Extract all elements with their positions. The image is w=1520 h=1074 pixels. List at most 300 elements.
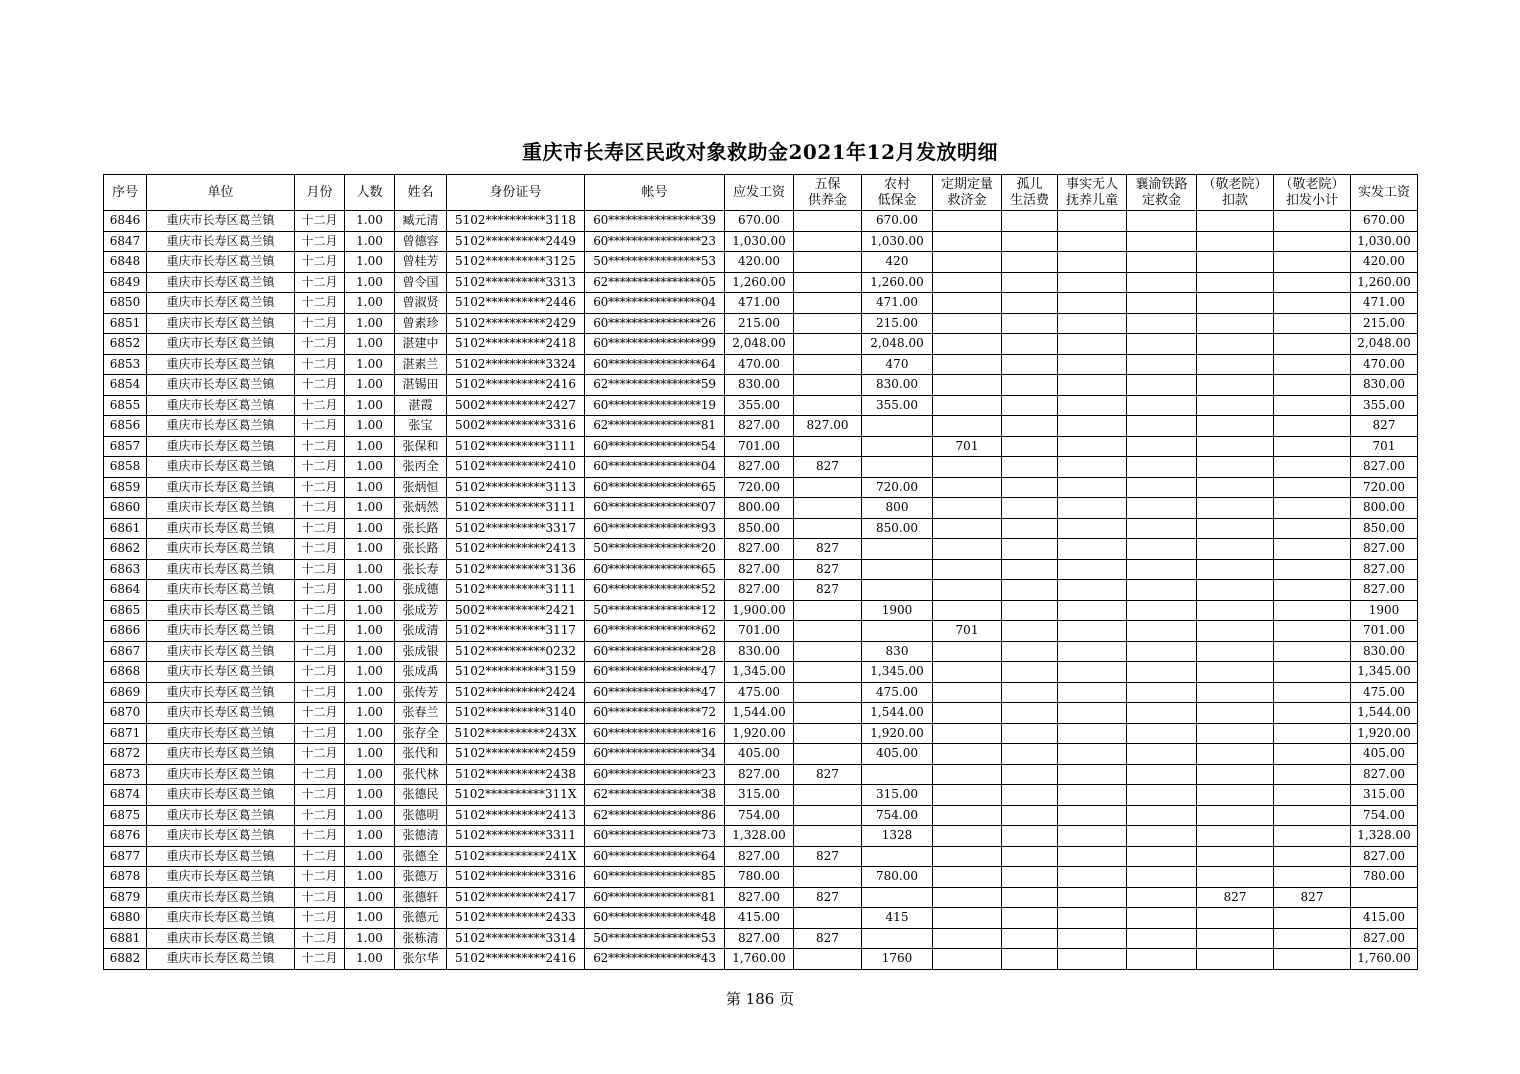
rural-dibao-cell: [862, 621, 933, 642]
xiangyu-cell: [1127, 682, 1197, 703]
orphan-cell: [1002, 744, 1058, 765]
table-row: [104, 436, 1418, 457]
month-cell: 十二月: [295, 395, 345, 416]
nursing-subtotal-cell: [1274, 252, 1351, 273]
xiangyu-cell: [1127, 867, 1197, 888]
unsupported-child-cell: [1058, 395, 1127, 416]
table-row: [104, 867, 1418, 888]
actual-pay-cell: 670.00: [1351, 211, 1418, 232]
dingqi-cell: [933, 744, 1002, 765]
id-number-cell: 5102**********3117: [447, 621, 585, 642]
xiangyu-cell: [1127, 949, 1197, 970]
seq-cell: 6879: [104, 887, 147, 908]
id-number-cell: 5102**********2433: [447, 908, 585, 929]
month-cell: 十二月: [295, 641, 345, 662]
orphan-cell: [1002, 928, 1058, 949]
orphan-cell: [1002, 313, 1058, 334]
orphan-cell: [1002, 211, 1058, 232]
wubao-cell: [794, 867, 862, 888]
id-number-cell: 5102**********2438: [447, 764, 585, 785]
wubao-cell: [794, 723, 862, 744]
seq-cell: 6877: [104, 846, 147, 867]
actual-pay-cell: 1,260.00: [1351, 272, 1418, 293]
count-cell: 1.00: [345, 682, 395, 703]
rural-dibao-cell: 1,544.00: [862, 703, 933, 724]
month-cell: 十二月: [295, 293, 345, 314]
wubao-cell: 827: [794, 457, 862, 478]
table-row: [104, 354, 1418, 375]
orphan-cell: [1002, 887, 1058, 908]
table-row: [104, 764, 1418, 785]
account-cell: 60****************23: [585, 231, 725, 252]
id-number-cell: 5102**********2446: [447, 293, 585, 314]
nursing-deduction-cell: [1197, 826, 1274, 847]
account-cell: 60****************23: [585, 764, 725, 785]
rural-dibao-cell: 315.00: [862, 785, 933, 806]
dingqi-cell: [933, 559, 1002, 580]
rural-dibao-cell: 355.00: [862, 395, 933, 416]
nursing-subtotal-cell: [1274, 539, 1351, 560]
orphan-cell: [1002, 662, 1058, 683]
table-row: [104, 744, 1418, 765]
rural-dibao-cell: 830: [862, 641, 933, 662]
table-row: [104, 395, 1418, 416]
payable-cell: 1,544.00: [725, 703, 794, 724]
nursing-deduction-cell: [1197, 846, 1274, 867]
month-cell: 十二月: [295, 375, 345, 396]
month-cell: 十二月: [295, 252, 345, 273]
payable-cell: 1,900.00: [725, 600, 794, 621]
actual-pay-cell: 780.00: [1351, 867, 1418, 888]
unsupported-child-cell: [1058, 375, 1127, 396]
unit-cell: 重庆市长寿区葛兰镇: [147, 416, 295, 437]
count-cell: 1.00: [345, 334, 395, 355]
table-row: [104, 252, 1418, 273]
table-row: [104, 313, 1418, 334]
dingqi-cell: [933, 498, 1002, 519]
orphan-cell: [1002, 621, 1058, 642]
account-cell: 62****************81: [585, 416, 725, 437]
wubao-cell: [794, 231, 862, 252]
unsupported-child-cell: [1058, 703, 1127, 724]
xiangyu-cell: [1127, 744, 1197, 765]
seq-cell: 6847: [104, 231, 147, 252]
account-cell: 60****************65: [585, 559, 725, 580]
month-cell: 十二月: [295, 621, 345, 642]
seq-cell: 6855: [104, 395, 147, 416]
table-row: [104, 457, 1418, 478]
table-row: [104, 805, 1418, 826]
wubao-cell: [794, 949, 862, 970]
month-cell: 十二月: [295, 416, 345, 437]
orphan-cell: [1002, 436, 1058, 457]
nursing-deduction-cell: [1197, 231, 1274, 252]
name-cell: 湛建中: [395, 334, 447, 355]
unit-cell: 重庆市长寿区葛兰镇: [147, 949, 295, 970]
nursing-deduction-cell: [1197, 518, 1274, 539]
unit-cell: 重庆市长寿区葛兰镇: [147, 641, 295, 662]
wubao-cell: [794, 600, 862, 621]
table-row: [104, 539, 1418, 560]
payable-cell: 754.00: [725, 805, 794, 826]
dingqi-cell: [933, 703, 1002, 724]
unit-cell: 重庆市长寿区葛兰镇: [147, 703, 295, 724]
account-cell: 60****************99: [585, 334, 725, 355]
wubao-cell: 827: [794, 764, 862, 785]
nursing-deduction-cell: [1197, 600, 1274, 621]
id-number-cell: 5102**********3111: [447, 580, 585, 601]
name-cell: 曾德容: [395, 231, 447, 252]
payable-cell: 475.00: [725, 682, 794, 703]
name-cell: 湛霞: [395, 395, 447, 416]
id-number-cell: 5102**********2424: [447, 682, 585, 703]
dingqi-cell: 701: [933, 436, 1002, 457]
seq-cell: 6875: [104, 805, 147, 826]
month-cell: 十二月: [295, 334, 345, 355]
seq-cell: 6849: [104, 272, 147, 293]
id-number-cell: 5102**********2416: [447, 375, 585, 396]
unit-cell: 重庆市长寿区葛兰镇: [147, 313, 295, 334]
nursing-deduction-cell: [1197, 539, 1274, 560]
name-cell: 曾桂芳: [395, 252, 447, 273]
rural-dibao-cell: 1,030.00: [862, 231, 933, 252]
xiangyu-cell: [1127, 211, 1197, 232]
id-number-cell: 5102**********3159: [447, 662, 585, 683]
table-row: [104, 518, 1418, 539]
unsupported-child-cell: [1058, 723, 1127, 744]
payable-cell: 701.00: [725, 621, 794, 642]
name-cell: 张炳恒: [395, 477, 447, 498]
dingqi-cell: [933, 908, 1002, 929]
table-row: [104, 662, 1418, 683]
rural-dibao-cell: [862, 928, 933, 949]
id-number-cell: 5102**********3140: [447, 703, 585, 724]
nursing-subtotal-cell: [1274, 354, 1351, 375]
actual-pay-cell: 1,345.00: [1351, 662, 1418, 683]
wubao-cell: [794, 662, 862, 683]
dingqi-cell: [933, 211, 1002, 232]
wubao-cell: [794, 682, 862, 703]
nursing-subtotal-cell: [1274, 477, 1351, 498]
count-cell: 1.00: [345, 867, 395, 888]
wubao-cell: [794, 744, 862, 765]
month-cell: 十二月: [295, 928, 345, 949]
unsupported-child-cell: [1058, 539, 1127, 560]
name-cell: 湛锡田: [395, 375, 447, 396]
dingqi-cell: [933, 539, 1002, 560]
table-row: [104, 559, 1418, 580]
account-cell: 60****************19: [585, 395, 725, 416]
col-account-header: 帐号: [585, 175, 725, 211]
rural-dibao-cell: 780.00: [862, 867, 933, 888]
id-number-cell: 5102**********243X: [447, 723, 585, 744]
actual-pay-cell: 701.00: [1351, 621, 1418, 642]
col-unit-header: 单位: [147, 175, 295, 211]
wubao-cell: 827: [794, 559, 862, 580]
count-cell: 1.00: [345, 641, 395, 662]
table-row: [104, 293, 1418, 314]
table-body: [104, 211, 1418, 970]
rural-dibao-cell: 1328: [862, 826, 933, 847]
nursing-subtotal-cell: [1274, 375, 1351, 396]
account-cell: 60****************26: [585, 313, 725, 334]
rural-dibao-cell: 754.00: [862, 805, 933, 826]
month-cell: 十二月: [295, 867, 345, 888]
orphan-cell: [1002, 867, 1058, 888]
count-cell: 1.00: [345, 231, 395, 252]
nursing-deduction-cell: [1197, 272, 1274, 293]
nursing-subtotal-cell: [1274, 621, 1351, 642]
nursing-subtotal-cell: [1274, 395, 1351, 416]
unsupported-child-cell: [1058, 867, 1127, 888]
xiangyu-cell: [1127, 477, 1197, 498]
rural-dibao-cell: [862, 457, 933, 478]
wubao-cell: [794, 785, 862, 806]
xiangyu-cell: [1127, 580, 1197, 601]
unsupported-child-cell: [1058, 293, 1127, 314]
table-row: [104, 600, 1418, 621]
name-cell: 张德万: [395, 867, 447, 888]
payable-cell: 1,260.00: [725, 272, 794, 293]
orphan-cell: [1002, 375, 1058, 396]
actual-pay-cell: [1351, 887, 1418, 908]
name-cell: 湛素兰: [395, 354, 447, 375]
month-cell: 十二月: [295, 703, 345, 724]
name-cell: 曾令国: [395, 272, 447, 293]
payable-cell: 827.00: [725, 764, 794, 785]
name-cell: 曾淑贤: [395, 293, 447, 314]
col-dingqi-header: 定期定量 救济金: [933, 175, 1002, 211]
nursing-deduction-cell: 827: [1197, 887, 1274, 908]
orphan-cell: [1002, 764, 1058, 785]
account-cell: 62****************38: [585, 785, 725, 806]
count-cell: 1.00: [345, 928, 395, 949]
table-row: [104, 846, 1418, 867]
unit-cell: 重庆市长寿区葛兰镇: [147, 805, 295, 826]
dingqi-cell: [933, 313, 1002, 334]
payable-cell: 827.00: [725, 457, 794, 478]
orphan-cell: [1002, 846, 1058, 867]
orphan-cell: [1002, 416, 1058, 437]
actual-pay-cell: 754.00: [1351, 805, 1418, 826]
table-row: [104, 375, 1418, 396]
unsupported-child-cell: [1058, 846, 1127, 867]
name-cell: 张成清: [395, 621, 447, 642]
page-number: 第 186 页: [725, 990, 795, 1008]
rural-dibao-cell: [862, 846, 933, 867]
nursing-deduction-cell: [1197, 334, 1274, 355]
wubao-cell: 827: [794, 580, 862, 601]
unsupported-child-cell: [1058, 334, 1127, 355]
nursing-deduction-cell: [1197, 928, 1274, 949]
nursing-deduction-cell: [1197, 682, 1274, 703]
payable-cell: 720.00: [725, 477, 794, 498]
seq-cell: 6864: [104, 580, 147, 601]
xiangyu-cell: [1127, 272, 1197, 293]
nursing-deduction-cell: [1197, 498, 1274, 519]
rural-dibao-cell: 850.00: [862, 518, 933, 539]
rural-dibao-cell: 720.00: [862, 477, 933, 498]
id-number-cell: 5102**********3313: [447, 272, 585, 293]
wubao-cell: [794, 703, 862, 724]
dingqi-cell: [933, 949, 1002, 970]
count-cell: 1.00: [345, 826, 395, 847]
rural-dibao-cell: [862, 887, 933, 908]
count-cell: 1.00: [345, 375, 395, 396]
month-cell: 十二月: [295, 354, 345, 375]
seq-cell: 6873: [104, 764, 147, 785]
rural-dibao-cell: 800: [862, 498, 933, 519]
wubao-cell: 827: [794, 928, 862, 949]
actual-pay-cell: 1,920.00: [1351, 723, 1418, 744]
actual-pay-cell: 827.00: [1351, 539, 1418, 560]
table-row: [104, 498, 1418, 519]
xiangyu-cell: [1127, 354, 1197, 375]
unsupported-child-cell: [1058, 949, 1127, 970]
xiangyu-cell: [1127, 846, 1197, 867]
col-month-header: 月份: [295, 175, 345, 211]
id-number-cell: 5102**********3113: [447, 477, 585, 498]
name-cell: 张德明: [395, 805, 447, 826]
rural-dibao-cell: [862, 580, 933, 601]
wubao-cell: [794, 211, 862, 232]
payable-cell: 827.00: [725, 416, 794, 437]
dingqi-cell: [933, 416, 1002, 437]
nursing-subtotal-cell: [1274, 518, 1351, 539]
wubao-cell: [794, 908, 862, 929]
count-cell: 1.00: [345, 703, 395, 724]
table-row: [104, 949, 1418, 970]
unsupported-child-cell: [1058, 600, 1127, 621]
xiangyu-cell: [1127, 908, 1197, 929]
month-cell: 十二月: [295, 580, 345, 601]
payable-cell: 827.00: [725, 887, 794, 908]
seq-cell: 6856: [104, 416, 147, 437]
unit-cell: 重庆市长寿区葛兰镇: [147, 928, 295, 949]
payable-cell: 670.00: [725, 211, 794, 232]
xiangyu-cell: [1127, 416, 1197, 437]
count-cell: 1.00: [345, 887, 395, 908]
dingqi-cell: [933, 805, 1002, 826]
unsupported-child-cell: [1058, 416, 1127, 437]
col-actual-pay-header: 实发工资: [1351, 175, 1418, 211]
unit-cell: 重庆市长寿区葛兰镇: [147, 867, 295, 888]
account-cell: 60****************81: [585, 887, 725, 908]
count-cell: 1.00: [345, 662, 395, 683]
payable-cell: 355.00: [725, 395, 794, 416]
xiangyu-cell: [1127, 887, 1197, 908]
xiangyu-cell: [1127, 723, 1197, 744]
count-cell: 1.00: [345, 354, 395, 375]
count-cell: 1.00: [345, 252, 395, 273]
nursing-subtotal-cell: [1274, 580, 1351, 601]
month-cell: 十二月: [295, 826, 345, 847]
table-row: [104, 211, 1418, 232]
dingqi-cell: [933, 846, 1002, 867]
month-cell: 十二月: [295, 764, 345, 785]
id-number-cell: 5102**********2449: [447, 231, 585, 252]
nursing-deduction-cell: [1197, 744, 1274, 765]
payable-cell: 830.00: [725, 641, 794, 662]
nursing-subtotal-cell: [1274, 498, 1351, 519]
wubao-cell: [794, 313, 862, 334]
xiangyu-cell: [1127, 436, 1197, 457]
rural-dibao-cell: 670.00: [862, 211, 933, 232]
account-cell: 60****************52: [585, 580, 725, 601]
orphan-cell: [1002, 682, 1058, 703]
payable-cell: 701.00: [725, 436, 794, 457]
month-cell: 十二月: [295, 949, 345, 970]
table-row: [104, 887, 1418, 908]
unsupported-child-cell: [1058, 887, 1127, 908]
payable-cell: 2,048.00: [725, 334, 794, 355]
xiangyu-cell: [1127, 662, 1197, 683]
table-header-row: [104, 175, 1418, 211]
actual-pay-cell: 827.00: [1351, 559, 1418, 580]
col-id-number-header: 身份证号: [447, 175, 585, 211]
seq-cell: 6872: [104, 744, 147, 765]
seq-cell: 6863: [104, 559, 147, 580]
account-cell: 62****************59: [585, 375, 725, 396]
actual-pay-cell: 720.00: [1351, 477, 1418, 498]
orphan-cell: [1002, 272, 1058, 293]
table-row: [104, 477, 1418, 498]
account-cell: 60****************16: [585, 723, 725, 744]
unsupported-child-cell: [1058, 662, 1127, 683]
payable-cell: 420.00: [725, 252, 794, 273]
wubao-cell: 827: [794, 539, 862, 560]
orphan-cell: [1002, 908, 1058, 929]
xiangyu-cell: [1127, 826, 1197, 847]
table-row: [104, 723, 1418, 744]
nursing-subtotal-cell: [1274, 293, 1351, 314]
unit-cell: 重庆市长寿区葛兰镇: [147, 600, 295, 621]
nursing-subtotal-cell: [1274, 416, 1351, 437]
xiangyu-cell: [1127, 641, 1197, 662]
count-cell: 1.00: [345, 518, 395, 539]
payable-cell: 827.00: [725, 559, 794, 580]
name-cell: 张德清: [395, 826, 447, 847]
dingqi-cell: [933, 375, 1002, 396]
orphan-cell: [1002, 457, 1058, 478]
seq-cell: 6871: [104, 723, 147, 744]
nursing-subtotal-cell: [1274, 436, 1351, 457]
unsupported-child-cell: [1058, 436, 1127, 457]
id-number-cell: 5102**********241X: [447, 846, 585, 867]
count-cell: 1.00: [345, 908, 395, 929]
seq-cell: 6852: [104, 334, 147, 355]
count-cell: 1.00: [345, 416, 395, 437]
rural-dibao-cell: 1760: [862, 949, 933, 970]
seq-cell: 6874: [104, 785, 147, 806]
count-cell: 1.00: [345, 539, 395, 560]
xiangyu-cell: [1127, 252, 1197, 273]
table-row: [104, 682, 1418, 703]
nursing-deduction-cell: [1197, 436, 1274, 457]
account-cell: 62****************43: [585, 949, 725, 970]
unit-cell: 重庆市长寿区葛兰镇: [147, 211, 295, 232]
id-number-cell: 5102**********2410: [447, 457, 585, 478]
id-number-cell: 5102**********3324: [447, 354, 585, 375]
nursing-subtotal-cell: [1274, 600, 1351, 621]
col-count-header: 人数: [345, 175, 395, 211]
table-row: [104, 703, 1418, 724]
nursing-deduction-cell: [1197, 477, 1274, 498]
seq-cell: 6865: [104, 600, 147, 621]
month-cell: 十二月: [295, 744, 345, 765]
nursing-deduction-cell: [1197, 867, 1274, 888]
nursing-deduction-cell: [1197, 805, 1274, 826]
